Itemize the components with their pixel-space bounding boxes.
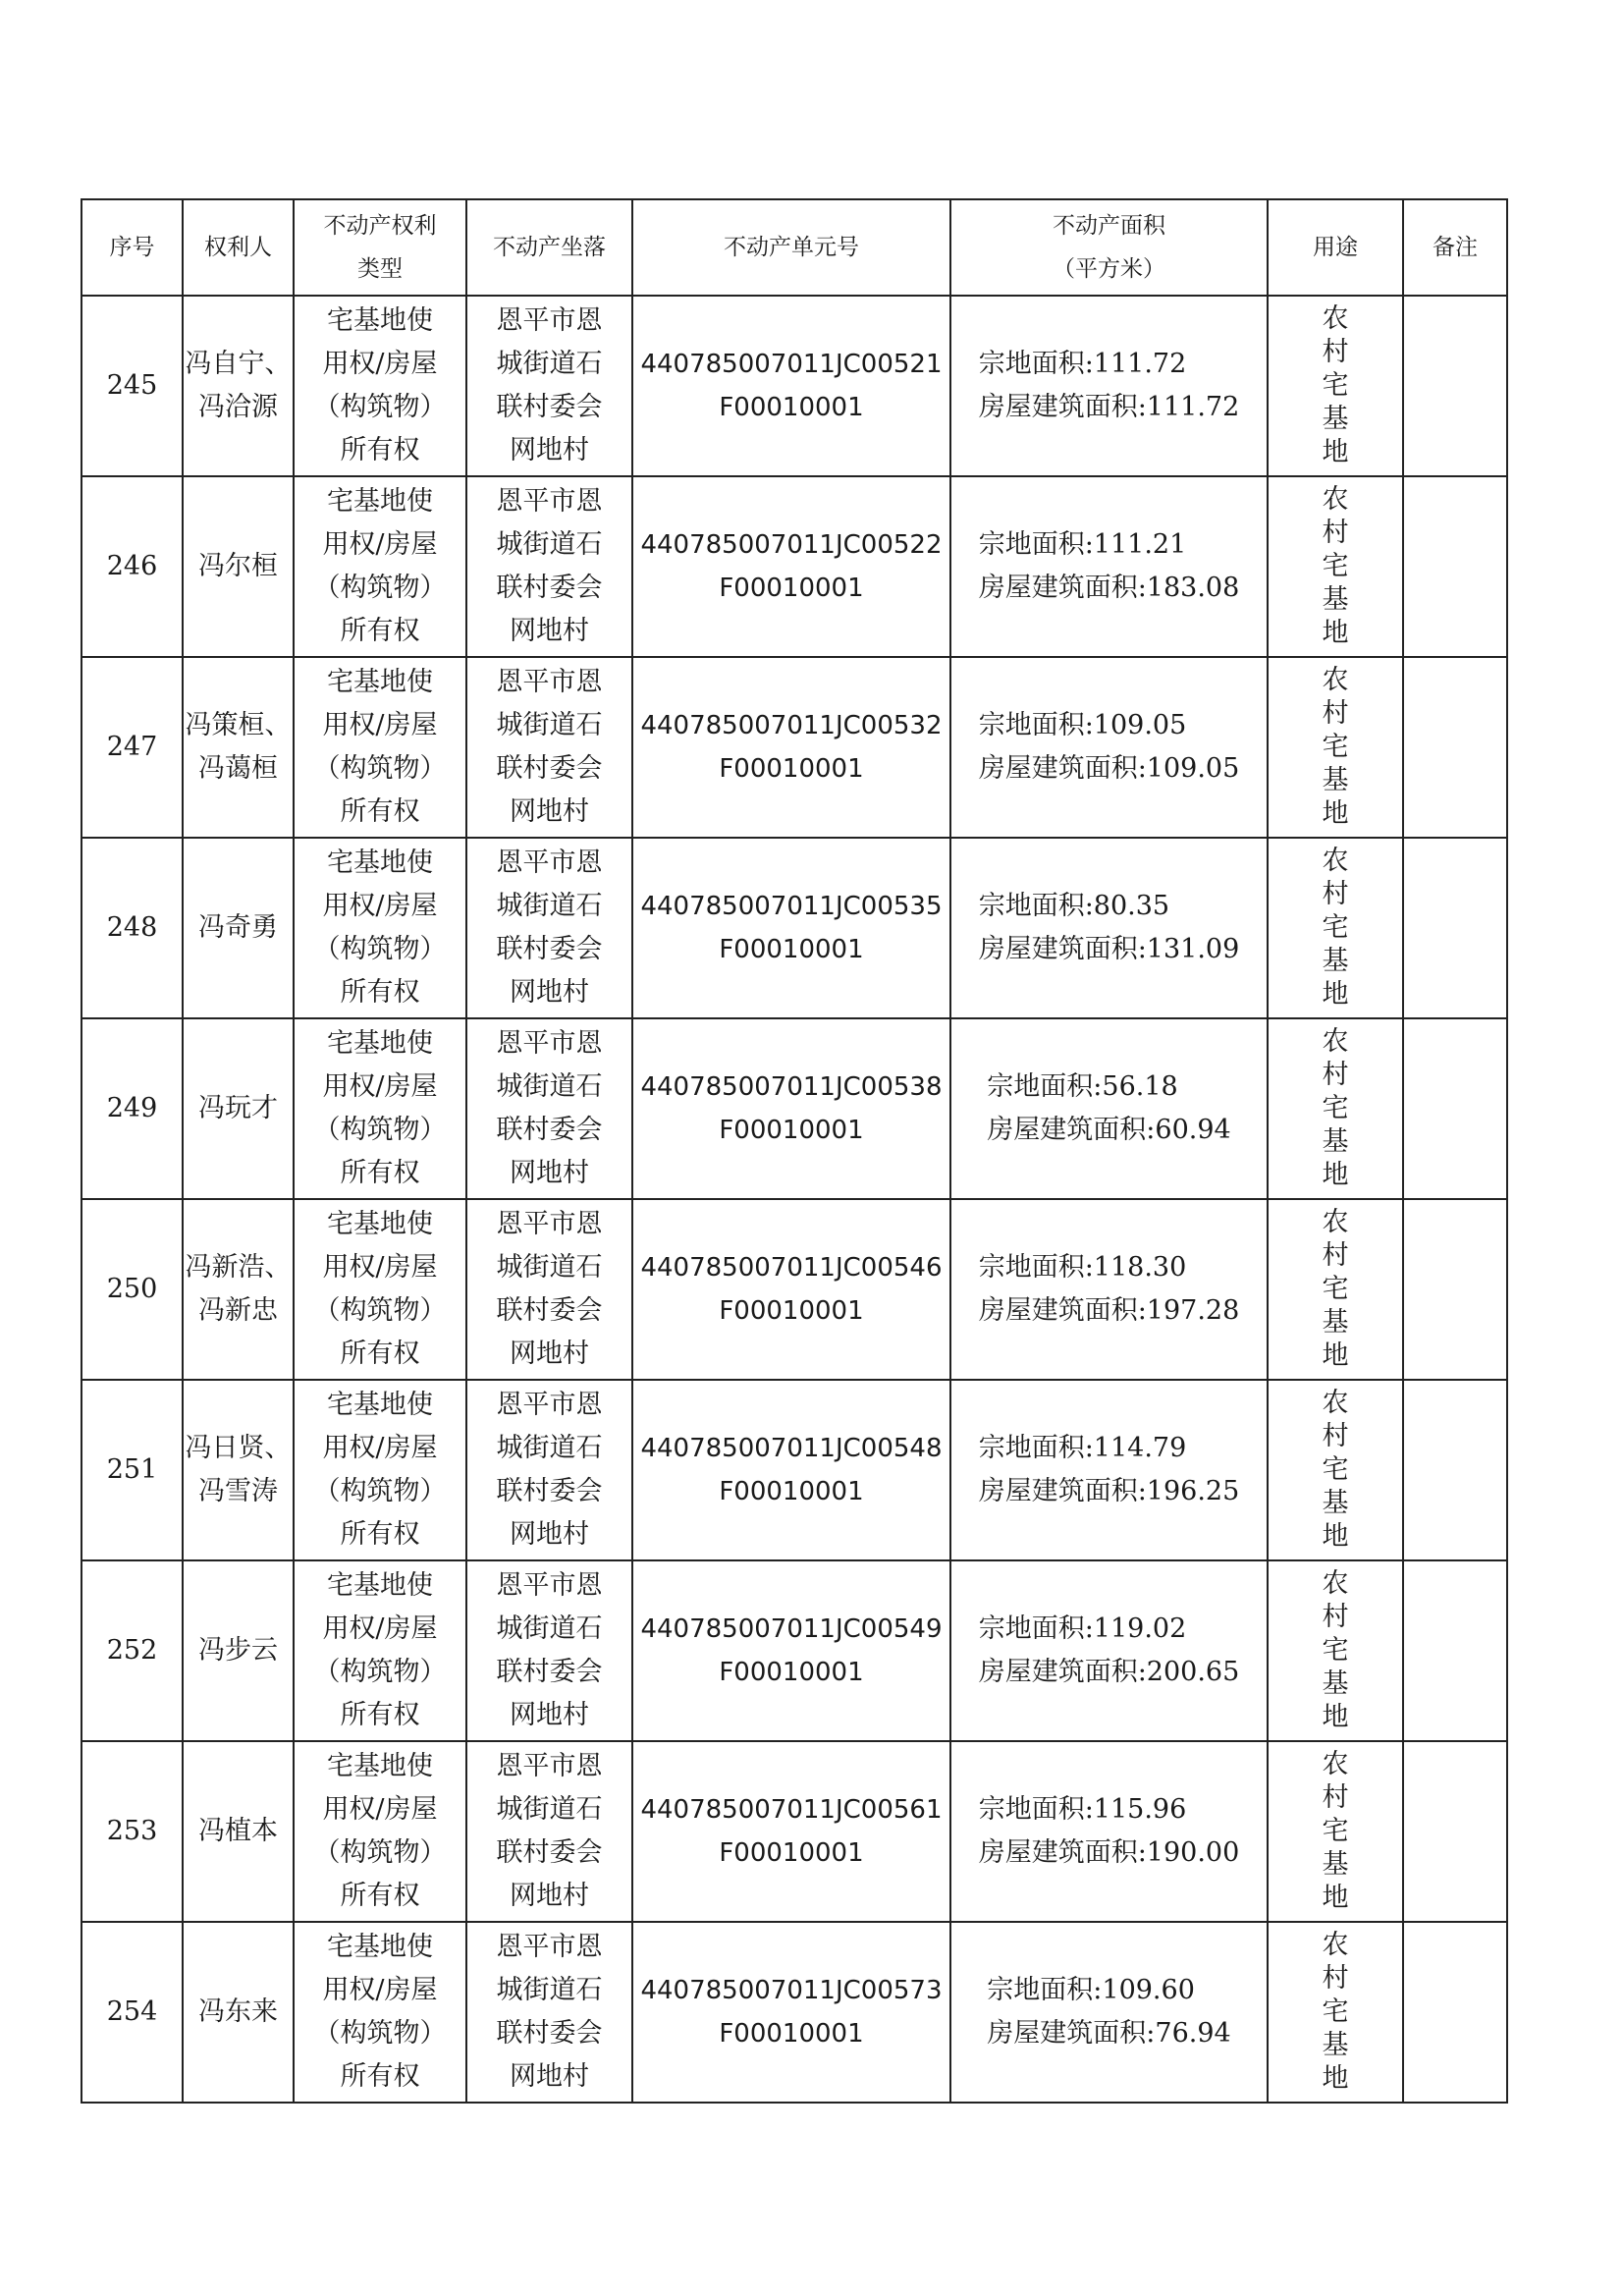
right-type-line: 宅基地使 — [327, 667, 433, 697]
cell-usage — [1268, 1741, 1403, 1922]
cell-right-type — [294, 1199, 466, 1380]
area-line: 宗地面积:111.21 — [978, 529, 1187, 560]
usage-char: 地 — [1322, 1702, 1349, 1732]
usage-char: 宅 — [1322, 1093, 1349, 1123]
cell-unit-no — [632, 1560, 950, 1741]
header-row — [81, 199, 1507, 296]
cell-area — [950, 1741, 1268, 1922]
area-line: 房屋建筑面积:196.25 — [978, 1476, 1240, 1506]
cell-right-type — [294, 476, 466, 657]
location-line: 城街道石 — [496, 529, 603, 560]
cell-location — [466, 1018, 632, 1199]
cell-area — [950, 1018, 1268, 1199]
unit-no-line: F00010001 — [719, 393, 864, 422]
cell-unit-no — [632, 838, 950, 1018]
location-line: 联村委会 — [496, 2018, 603, 2049]
usage-char: 农 — [1322, 665, 1349, 695]
header-right-type-line: 类型 — [357, 256, 403, 282]
usage-char: 农 — [1322, 1930, 1349, 1960]
location-line: 网地村 — [510, 1881, 589, 1911]
header-location: 不动产坐落 — [466, 199, 632, 296]
usage-char: 宅 — [1322, 1816, 1349, 1846]
area-block — [987, 1969, 1230, 2055]
area-block — [979, 885, 1240, 971]
location-line: 联村委会 — [496, 573, 603, 603]
cell-right-type — [294, 1741, 466, 1922]
holder-line: 冯玩才 — [198, 1093, 278, 1123]
right-type-line: 用权/房屋 — [322, 1433, 438, 1463]
cell-remark — [1403, 1560, 1507, 1741]
cell-right-type — [294, 657, 466, 838]
unit-no-line: 440785007011JC00548 — [640, 1434, 943, 1463]
usage-char: 农 — [1322, 303, 1349, 334]
usage-char: 村 — [1322, 1060, 1349, 1090]
location-line: 城街道石 — [496, 349, 603, 379]
table-row — [81, 1741, 1507, 1922]
right-type-line: 所有权 — [340, 1158, 420, 1188]
cell-holder — [183, 1741, 294, 1922]
cell-usage — [1268, 1560, 1403, 1741]
area-line: 宗地面积:109.60 — [987, 1975, 1195, 2005]
right-type-line: 宅基地使 — [327, 1209, 433, 1239]
right-type-line: 宅基地使 — [327, 847, 433, 878]
usage-char: 地 — [1322, 618, 1349, 648]
holder-line: 冯植本 — [198, 1816, 278, 1846]
cell-remark — [1403, 657, 1507, 838]
right-type-line: （构筑物） — [313, 753, 447, 784]
cell-seq: 249 — [81, 1018, 183, 1199]
area-line: 房屋建筑面积:197.28 — [978, 1295, 1240, 1326]
area-line: 宗地面积:115.96 — [978, 1794, 1187, 1825]
table-body — [81, 296, 1507, 2103]
cell-unit-no — [632, 1741, 950, 1922]
usage-char: 村 — [1322, 1782, 1349, 1813]
header-usage: 用途 — [1268, 199, 1403, 296]
location-line: 联村委会 — [496, 1295, 603, 1326]
unit-no-line: 440785007011JC00538 — [640, 1072, 943, 1102]
area-line: 房屋建筑面积:111.72 — [978, 392, 1240, 422]
usage-char: 村 — [1322, 879, 1349, 909]
table-row — [81, 1199, 1507, 1380]
cell-remark — [1403, 296, 1507, 476]
location-line: 网地村 — [510, 1158, 589, 1188]
table-row — [81, 1560, 1507, 1741]
cell-location — [466, 1741, 632, 1922]
cell-unit-no — [632, 476, 950, 657]
right-type-line: （构筑物） — [313, 1837, 447, 1868]
usage-char: 宅 — [1322, 1274, 1349, 1304]
usage-char: 基 — [1322, 584, 1349, 615]
table-row — [81, 1922, 1507, 2103]
cell-usage — [1268, 1199, 1403, 1380]
location-line: 网地村 — [510, 1339, 589, 1369]
cell-location — [466, 1560, 632, 1741]
holder-line: 冯自宁、 — [185, 349, 292, 379]
cell-area — [950, 476, 1268, 657]
cell-right-type — [294, 1018, 466, 1199]
unit-no-line: 440785007011JC00535 — [640, 892, 943, 921]
location-line: 网地村 — [510, 435, 589, 465]
right-type-line: 用权/房屋 — [322, 1252, 438, 1283]
right-type-line: 所有权 — [340, 435, 420, 465]
location-line: 联村委会 — [496, 1837, 603, 1868]
area-line: 房屋建筑面积:109.05 — [978, 753, 1240, 784]
area-line: 宗地面积:118.30 — [978, 1252, 1187, 1283]
right-type-line: 所有权 — [340, 977, 420, 1008]
right-type-line: 宅基地使 — [327, 305, 433, 336]
area-block — [979, 1427, 1240, 1513]
area-line: 宗地面积:109.05 — [978, 710, 1187, 740]
right-type-line: （构筑物） — [313, 392, 447, 422]
cell-unit-no — [632, 296, 950, 476]
usage-char: 地 — [1322, 437, 1349, 467]
holder-line: 冯尔桓 — [198, 551, 278, 581]
unit-no-line: F00010001 — [719, 1477, 864, 1506]
location-line: 恩平市恩 — [496, 1028, 603, 1059]
cell-location — [466, 838, 632, 1018]
area-line: 房屋建筑面积:200.65 — [978, 1657, 1240, 1687]
cell-unit-no — [632, 657, 950, 838]
unit-no-line: F00010001 — [719, 574, 864, 603]
usage-char: 农 — [1322, 1749, 1349, 1779]
unit-no-line: 440785007011JC00561 — [640, 1795, 943, 1825]
cell-area — [950, 1922, 1268, 2103]
table-row — [81, 1018, 1507, 1199]
usage-char: 宅 — [1322, 1996, 1349, 2027]
area-block — [979, 343, 1240, 429]
usage-char: 基 — [1322, 765, 1349, 795]
cell-usage — [1268, 1922, 1403, 2103]
cell-holder — [183, 1560, 294, 1741]
cell-seq: 247 — [81, 657, 183, 838]
usage-char: 农 — [1322, 1568, 1349, 1599]
usage-char: 村 — [1322, 1421, 1349, 1451]
usage-char: 宅 — [1322, 732, 1349, 762]
unit-no-line: F00010001 — [719, 1658, 864, 1687]
usage-char: 基 — [1322, 1668, 1349, 1699]
cell-seq: 251 — [81, 1380, 183, 1560]
unit-no-line: F00010001 — [719, 754, 864, 784]
cell-unit-no — [632, 1199, 950, 1380]
location-line: 城街道石 — [496, 710, 603, 740]
location-line: 城街道石 — [496, 1433, 603, 1463]
cell-holder — [183, 1018, 294, 1199]
usage-char: 农 — [1322, 846, 1349, 876]
right-type-line: （构筑物） — [313, 1295, 447, 1326]
cell-seq: 245 — [81, 296, 183, 476]
cell-location — [466, 657, 632, 838]
header-seq: 序号 — [81, 199, 183, 296]
cell-area — [950, 296, 1268, 476]
cell-remark — [1403, 1380, 1507, 1560]
right-type-line: 用权/房屋 — [322, 349, 438, 379]
location-line: 恩平市恩 — [496, 1751, 603, 1781]
area-block — [979, 523, 1240, 610]
cell-remark — [1403, 838, 1507, 1018]
usage-char: 地 — [1322, 798, 1349, 829]
holder-line: 冯步云 — [198, 1635, 278, 1666]
usage-char: 基 — [1322, 1307, 1349, 1338]
area-line: 宗地面积:114.79 — [978, 1433, 1187, 1463]
usage-char: 地 — [1322, 1521, 1349, 1552]
location-line: 恩平市恩 — [496, 1390, 603, 1420]
usage-char: 村 — [1322, 698, 1349, 729]
right-type-line: 所有权 — [340, 2061, 420, 2092]
right-type-line: 所有权 — [340, 1700, 420, 1730]
header-area-line: （平方米） — [1053, 256, 1165, 282]
right-type-line: 用权/房屋 — [322, 710, 438, 740]
location-line: 网地村 — [510, 2061, 589, 2092]
location-line: 恩平市恩 — [496, 486, 603, 517]
location-line: 城街道石 — [496, 1975, 603, 2005]
usage-char: 村 — [1322, 518, 1349, 548]
usage-char: 基 — [1322, 404, 1349, 434]
usage-char: 地 — [1322, 1340, 1349, 1371]
table-row — [81, 296, 1507, 476]
cell-right-type — [294, 1380, 466, 1560]
usage-char: 基 — [1322, 1126, 1349, 1157]
usage-char: 宅 — [1322, 551, 1349, 581]
area-line: 房屋建筑面积:60.94 — [987, 1115, 1231, 1145]
usage-char: 地 — [1322, 2063, 1349, 2094]
unit-no-line: F00010001 — [719, 2019, 864, 2049]
location-line: 网地村 — [510, 1519, 589, 1550]
usage-char: 地 — [1322, 979, 1349, 1010]
right-type-line: 所有权 — [340, 796, 420, 827]
location-line: 恩平市恩 — [496, 667, 603, 697]
cell-area — [950, 657, 1268, 838]
cell-remark — [1403, 1922, 1507, 2103]
cell-right-type — [294, 1560, 466, 1741]
location-line: 城街道石 — [496, 1071, 603, 1102]
cell-right-type — [294, 1922, 466, 2103]
area-block — [987, 1066, 1230, 1152]
table-row — [81, 1380, 1507, 1560]
right-type-line: 所有权 — [340, 616, 420, 646]
holder-line: 冯日贤、 — [185, 1433, 292, 1463]
unit-no-line: 440785007011JC00573 — [640, 1976, 943, 2005]
header-right-type — [294, 199, 466, 296]
usage-char: 村 — [1322, 1240, 1349, 1271]
right-type-line: 用权/房屋 — [322, 1071, 438, 1102]
area-line: 宗地面积:119.02 — [978, 1613, 1187, 1644]
table-row — [81, 476, 1507, 657]
location-line: 城街道石 — [496, 1252, 603, 1283]
usage-char: 地 — [1322, 1160, 1349, 1190]
location-line: 恩平市恩 — [496, 1209, 603, 1239]
location-line: 城街道石 — [496, 1613, 603, 1644]
right-type-line: 宅基地使 — [327, 486, 433, 517]
cell-seq: 254 — [81, 1922, 183, 2103]
cell-unit-no — [632, 1018, 950, 1199]
cell-area — [950, 1380, 1268, 1560]
holder-line: 冯洽源 — [198, 392, 278, 422]
usage-char: 宅 — [1322, 1635, 1349, 1666]
right-type-line: 宅基地使 — [327, 1751, 433, 1781]
header-area — [950, 199, 1268, 296]
cell-seq: 246 — [81, 476, 183, 657]
location-line: 联村委会 — [496, 934, 603, 964]
right-type-line: （构筑物） — [313, 573, 447, 603]
area-line: 房屋建筑面积:76.94 — [987, 2018, 1231, 2049]
right-type-line: 宅基地使 — [327, 1390, 433, 1420]
location-line: 联村委会 — [496, 753, 603, 784]
location-line: 城街道石 — [496, 891, 603, 921]
cell-seq: 248 — [81, 838, 183, 1018]
area-block — [979, 1788, 1240, 1875]
cell-remark — [1403, 1018, 1507, 1199]
right-type-line: 所有权 — [340, 1881, 420, 1911]
right-type-line: （构筑物） — [313, 1657, 447, 1687]
area-block — [979, 704, 1240, 791]
unit-no-line: F00010001 — [719, 1116, 864, 1145]
usage-char: 农 — [1322, 484, 1349, 515]
cell-usage — [1268, 838, 1403, 1018]
unit-no-line: 440785007011JC00522 — [640, 530, 943, 560]
usage-char: 农 — [1322, 1026, 1349, 1057]
cell-usage — [1268, 296, 1403, 476]
unit-no-line: 440785007011JC00532 — [640, 711, 943, 740]
location-line: 网地村 — [510, 977, 589, 1008]
area-line: 宗地面积:56.18 — [987, 1071, 1178, 1102]
header-area-line: 不动产面积 — [1053, 213, 1165, 239]
cell-location — [466, 476, 632, 657]
cell-seq: 253 — [81, 1741, 183, 1922]
table-row — [81, 657, 1507, 838]
cell-right-type — [294, 296, 466, 476]
cell-location — [466, 296, 632, 476]
holder-line: 冯新浩、 — [185, 1252, 292, 1283]
right-type-line: 所有权 — [340, 1339, 420, 1369]
right-type-line: 宅基地使 — [327, 1028, 433, 1059]
location-line: 城街道石 — [496, 1794, 603, 1825]
right-type-line: 用权/房屋 — [322, 529, 438, 560]
cell-holder — [183, 296, 294, 476]
usage-char: 村 — [1322, 1602, 1349, 1632]
cell-usage — [1268, 476, 1403, 657]
area-line: 房屋建筑面积:131.09 — [978, 934, 1240, 964]
cell-area — [950, 1199, 1268, 1380]
area-block — [979, 1246, 1240, 1333]
cell-remark — [1403, 1199, 1507, 1380]
cell-holder — [183, 1380, 294, 1560]
cell-location — [466, 1922, 632, 2103]
area-line: 房屋建筑面积:183.08 — [978, 573, 1240, 603]
cell-location — [466, 1380, 632, 1560]
unit-no-line: 440785007011JC00546 — [640, 1253, 943, 1283]
right-type-line: 用权/房屋 — [322, 1613, 438, 1644]
cell-remark — [1403, 476, 1507, 657]
right-type-line: （构筑物） — [313, 934, 447, 964]
location-line: 联村委会 — [496, 1657, 603, 1687]
cell-right-type — [294, 838, 466, 1018]
header-remark: 备注 — [1403, 199, 1507, 296]
unit-no-line: 440785007011JC00549 — [640, 1614, 943, 1644]
right-type-line: 用权/房屋 — [322, 891, 438, 921]
unit-no-line: F00010001 — [719, 935, 864, 964]
right-type-line: 宅基地使 — [327, 1932, 433, 1962]
right-type-line: 所有权 — [340, 1519, 420, 1550]
usage-char: 基 — [1322, 2030, 1349, 2060]
cell-seq: 250 — [81, 1199, 183, 1380]
right-type-line: 用权/房屋 — [322, 1975, 438, 2005]
cell-usage — [1268, 1018, 1403, 1199]
usage-char: 村 — [1322, 337, 1349, 367]
cell-holder — [183, 1922, 294, 2103]
cell-remark — [1403, 1741, 1507, 1922]
area-block — [979, 1608, 1240, 1694]
location-line: 联村委会 — [496, 392, 603, 422]
holder-line: 冯策桓、 — [185, 710, 292, 740]
cell-area — [950, 838, 1268, 1018]
cell-area — [950, 1560, 1268, 1741]
right-type-line: （构筑物） — [313, 1476, 447, 1506]
location-line: 恩平市恩 — [496, 1570, 603, 1601]
location-line: 联村委会 — [496, 1476, 603, 1506]
header-right-type-line: 不动产权利 — [323, 213, 437, 239]
holder-line: 冯新忠 — [198, 1295, 278, 1326]
usage-char: 宅 — [1322, 912, 1349, 943]
right-type-line: 用权/房屋 — [322, 1794, 438, 1825]
usage-char: 农 — [1322, 1207, 1349, 1237]
header-holder: 权利人 — [183, 199, 294, 296]
cell-holder — [183, 657, 294, 838]
location-line: 网地村 — [510, 796, 589, 827]
cell-unit-no — [632, 1380, 950, 1560]
usage-char: 基 — [1322, 1488, 1349, 1518]
cell-holder — [183, 476, 294, 657]
right-type-line: 宅基地使 — [327, 1570, 433, 1601]
usage-char: 基 — [1322, 1849, 1349, 1880]
header-unit-no: 不动产单元号 — [632, 199, 950, 296]
location-line: 恩平市恩 — [496, 847, 603, 878]
usage-char: 基 — [1322, 946, 1349, 976]
usage-char: 地 — [1322, 1883, 1349, 1913]
area-line: 房屋建筑面积:190.00 — [978, 1837, 1240, 1868]
holder-line: 冯奇勇 — [198, 912, 278, 943]
usage-char: 宅 — [1322, 1454, 1349, 1485]
holder-line: 冯蔼桓 — [198, 753, 278, 784]
cell-holder — [183, 1199, 294, 1380]
location-line: 网地村 — [510, 1700, 589, 1730]
cell-usage — [1268, 657, 1403, 838]
usage-char: 农 — [1322, 1388, 1349, 1418]
holder-line: 冯东来 — [198, 1996, 278, 2027]
location-line: 恩平市恩 — [496, 305, 603, 336]
property-registry-table — [81, 198, 1508, 2104]
area-line: 宗地面积:80.35 — [978, 891, 1170, 921]
right-type-line: （构筑物） — [313, 2018, 447, 2049]
holder-line: 冯雪涛 — [198, 1476, 278, 1506]
unit-no-line: F00010001 — [719, 1838, 864, 1868]
table-row — [81, 838, 1507, 1018]
location-line: 网地村 — [510, 616, 589, 646]
usage-char: 村 — [1322, 1963, 1349, 1994]
cell-location — [466, 1199, 632, 1380]
location-line: 恩平市恩 — [496, 1932, 603, 1962]
unit-no-line: F00010001 — [719, 1296, 864, 1326]
area-line: 宗地面积:111.72 — [978, 349, 1187, 379]
right-type-line: （构筑物） — [313, 1115, 447, 1145]
cell-unit-no — [632, 1922, 950, 2103]
cell-holder — [183, 838, 294, 1018]
cell-usage — [1268, 1380, 1403, 1560]
cell-seq: 252 — [81, 1560, 183, 1741]
unit-no-line: 440785007011JC00521 — [640, 350, 943, 379]
location-line: 联村委会 — [496, 1115, 603, 1145]
usage-char: 宅 — [1322, 370, 1349, 401]
